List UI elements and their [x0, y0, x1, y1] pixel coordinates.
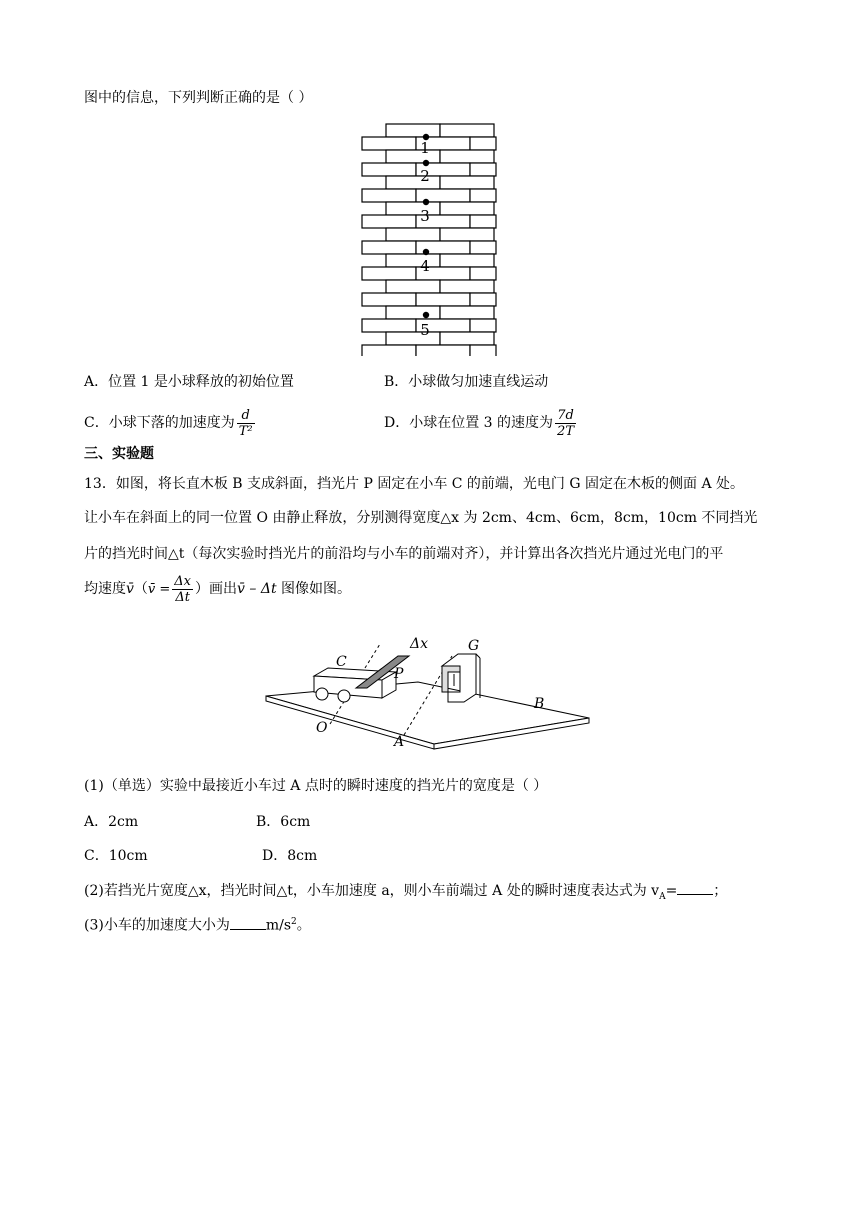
brick	[386, 228, 440, 241]
brick	[386, 306, 440, 319]
brick	[386, 202, 440, 215]
v-bar-equation: v̄ =	[147, 582, 171, 597]
fraction-numerator: Δx	[174, 573, 192, 589]
sub2	[84, 880, 727, 907]
label-o: O	[316, 720, 328, 736]
dx-dt-fraction	[172, 574, 193, 605]
q13-line4-c: ）画出	[195, 581, 238, 597]
sub1-option-d: D．8cm	[262, 848, 318, 864]
brick	[416, 293, 470, 306]
brick	[440, 202, 494, 215]
option-d-numerator: 7d	[555, 408, 576, 424]
brick	[440, 280, 494, 293]
position-label-1: 1	[420, 139, 430, 157]
brick	[440, 254, 494, 267]
position-label-5: 5	[420, 321, 430, 339]
position-label-3: 3	[420, 207, 430, 225]
label-p: P	[394, 666, 404, 682]
brick	[362, 267, 416, 280]
label-b: B	[534, 696, 545, 712]
brick	[386, 332, 440, 345]
sub3-superscript: 2	[291, 917, 297, 927]
brick	[386, 280, 440, 293]
brick	[362, 293, 416, 306]
sub3-end: 。	[296, 917, 311, 934]
brick	[362, 241, 416, 254]
photogate-face	[442, 666, 460, 692]
q13-line-1: 13．如图，将长直木板 B 支成斜面，挡光片 P 固定在小车 C 的前端，光电门 G 固定在木板的侧面 A 处。	[84, 476, 745, 492]
brick	[470, 215, 496, 228]
brick	[362, 319, 416, 332]
brick	[362, 215, 416, 228]
section-title: 三、实验题	[84, 446, 154, 462]
ball-dot	[423, 312, 429, 318]
ball-dot	[423, 199, 429, 205]
sub1-option-c: C．10cm	[84, 848, 148, 864]
answer-blank-2[interactable]	[677, 880, 713, 895]
brick	[470, 137, 496, 150]
option-c-numerator: d	[237, 408, 255, 424]
brick	[362, 189, 416, 202]
brick	[440, 306, 494, 319]
sub3-text: (3)小车的加速度大小为	[84, 917, 230, 934]
fraction-denominator: Δt	[175, 589, 190, 605]
sub2-text: (2)若挡光片宽度△x，挡光时间△t，小车加速度 a，则小车前端过 A 处的瞬时速度表达式为 v	[84, 883, 660, 899]
brick	[440, 332, 494, 345]
brick	[440, 228, 494, 241]
label-c: C	[336, 654, 347, 670]
apparatus-figure	[264, 632, 598, 758]
option-c-fraction	[237, 408, 255, 439]
brick	[470, 293, 496, 306]
sub1-option-b: B．6cm	[256, 814, 311, 830]
brick	[470, 241, 496, 254]
brick	[440, 124, 494, 137]
brick	[470, 267, 496, 280]
option-b: B．小球做匀加速直线运动	[384, 374, 549, 390]
answer-blank-3[interactable]	[230, 915, 266, 930]
sub2-end: ；	[713, 883, 728, 899]
option-d-fraction	[555, 408, 576, 439]
brick	[362, 163, 416, 176]
sub3-unit: m/s	[265, 917, 292, 934]
q13-line4-a: 均速度	[84, 581, 126, 597]
question-intro: 图中的信息，下列判断正确的是（ ）	[84, 90, 313, 106]
brick	[470, 319, 496, 332]
q13-line-3: 片的挡光时间△t（每次实验时挡光片的前沿均与小车的前端对齐），并计算出各次挡光片通过光电门的平	[84, 546, 724, 562]
sub1-stem: (1)（单选）实验中最接近小车过 A 点时的瞬时速度的挡光片的宽度是（ ）	[84, 778, 548, 794]
brick	[440, 150, 494, 163]
option-c-denominator: T²	[238, 423, 253, 439]
q13-line-4	[84, 572, 351, 607]
brick	[362, 345, 416, 356]
sub2-subscript: A	[659, 891, 666, 902]
photogate-mount	[476, 654, 480, 658]
brick	[386, 124, 440, 137]
option-d	[384, 406, 578, 440]
option-c-text: C．小球下落的加速度为	[84, 415, 235, 431]
option-d-denominator: 2T	[557, 423, 574, 439]
sub2-equals: =	[665, 883, 678, 899]
sub3	[84, 912, 311, 936]
ball-dot	[423, 249, 429, 255]
brick	[386, 150, 440, 163]
label-a: A	[394, 734, 405, 750]
brick	[470, 163, 496, 176]
brick	[416, 345, 470, 356]
option-c	[84, 406, 257, 440]
brick	[386, 176, 440, 189]
position-label-2: 2	[420, 167, 430, 185]
v-bar-symbol: v̄	[126, 581, 134, 597]
sub1-option-a: A．2cm	[84, 814, 139, 830]
car-wheel-left	[316, 688, 328, 700]
brick-wall-figure	[358, 122, 500, 356]
ball-dot	[423, 160, 429, 166]
graph-axes-symbol: v̄ – Δt	[237, 581, 277, 597]
brick	[470, 189, 496, 202]
position-label-4: 4	[420, 257, 430, 275]
label-dx: Δx	[410, 636, 429, 652]
brick	[362, 137, 416, 150]
q13-line-2: 让小车在斜面上的同一位置 O 由静止释放，分别测得宽度△x 为 2cm、4cm、6cm，8cm，10cm 不同挡光	[84, 510, 758, 526]
brick	[470, 345, 496, 356]
car-wheel-right	[338, 690, 350, 702]
brick	[440, 176, 494, 189]
q13-line4-b: （	[133, 581, 148, 597]
option-d-text: D．小球在位置 3 的速度为	[384, 415, 554, 431]
q13-line4-e: 图像如图。	[276, 581, 352, 597]
brick	[386, 254, 440, 267]
option-a: A．位置 1 是小球释放的初始位置	[84, 374, 294, 390]
label-g: G	[468, 638, 480, 654]
